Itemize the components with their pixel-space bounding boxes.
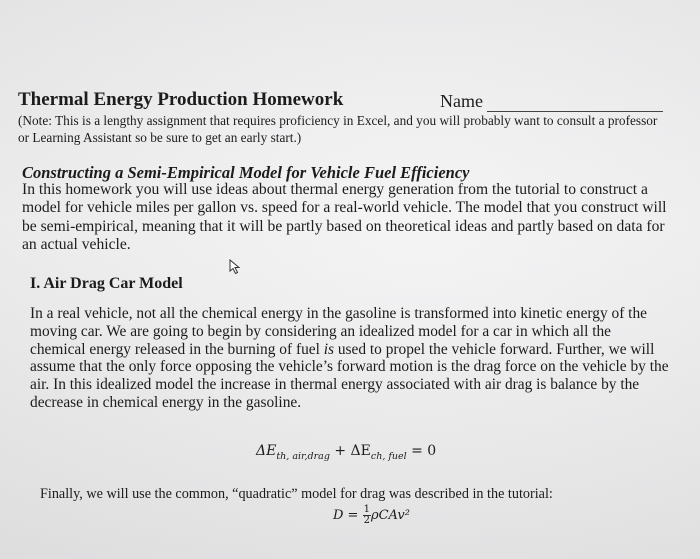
- mouse-cursor-icon: [228, 259, 242, 280]
- section-heading-air-drag: I. Air Drag Car Model: [30, 275, 183, 292]
- finally-sentence: Finally, we will use the common, “quadratic” model for drag was described in the tutorial:: [40, 486, 553, 502]
- assignment-note: (Note: This is a lengthy assignment that requires proficiency in Excel, and you will probably want to consult a professor or Learning Assistant so be sure to get an early start.): [18, 113, 658, 145]
- page-title: Thermal Energy Production Homework: [18, 89, 344, 110]
- air-drag-paragraph: In a real vehicle, not all the chemical energy in the gasoline is transformed into kinetic energy of the moving car. We are going to begin by considering an idealized model for a car in which all the chemical energy released in the burning of fuel is used to propel the vehicle forward. Further, we will assume that the only force opposing the vehicle’s forward motion is the drag force on the vehicle by the air. In this idealized model the increase in thermal energy associated with air drag is balance by the decrease in chemical energy in the gasoline.: [30, 305, 669, 411]
- name-label: Name: [440, 91, 483, 111]
- intro-paragraph: In this homework you will use ideas about thermal energy generation from the tutorial to construct a model for vehicle miles per gallon vs. speed for a real-world vehicle. The model that you construct will be semi-empirical, meaning that it will be partly based on theoretical ideas and partly based on data for an actual vehicle.: [22, 181, 667, 254]
- section-heading-semi-empirical: Constructing a Semi-Empirical Model for Vehicle Fuel Efficiency: [22, 163, 470, 182]
- energy-balance-equation: $\Delta E_{th, air,drag} + \Delta E_{ch, fuel} = 0$: [256, 443, 437, 462]
- quadratic-drag-equation: D = $\frac{1}{2}$ ρCAv²: [333, 504, 410, 526]
